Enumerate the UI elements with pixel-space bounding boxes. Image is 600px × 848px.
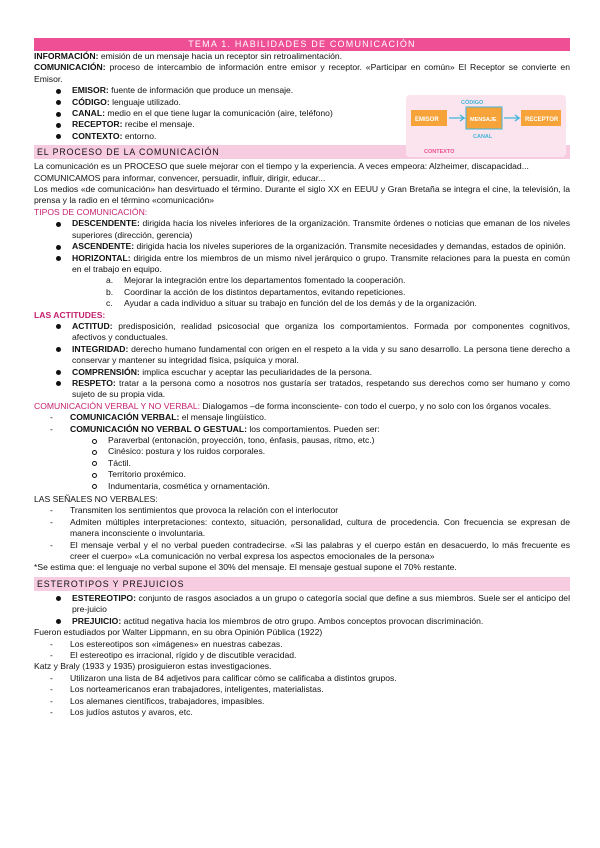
informacion-def: emisión de un mensaje hacia un receptor sin retroalimentación. [98,51,343,61]
item-mark: b. [106,286,114,297]
verbal-title: COMUNICACIÓN VERBAL Y NO VERBAL: [34,400,201,411]
item-def: los comportamientos. Pueden ser: [246,423,380,434]
item-def: lenguaje utilizado. [109,96,181,107]
item-def: implica escuchar y aceptar las peculiaridades de la persona. [139,366,372,377]
proceso-paragraph-1: La comunicación es un PROCESO que suele mejorar con el tiempo y la experiencia. A veces empeora: Alzheimer, discapacidad... [34,161,529,172]
item-def: actitud negativa hacia los miembros de otro grupo. Ambos conceptos provocan discriminación. [121,615,484,626]
list-item [56,218,570,241]
item-term: DESCENDENTE: [72,218,140,229]
diagram-mensaje-label: MENSAJE [470,117,497,123]
item-term: ESTEREOTIPO: [72,592,136,603]
item-term: COMUNICACIÓN VERBAL: [70,412,180,423]
communication-diagram [406,95,566,157]
item-def: predisposición, realidad psicosocial que organiza los comportamientos. Formada por componentes cognitivos, afectivos y conductuales. [72,320,570,343]
verbal-intro: Dialogamos –de forma inconsciente- con todo el cuerpo, y no solo con los órganos vocales. [200,400,552,411]
comunicacion-paragraph [34,62,570,85]
no-verbal-list [34,435,570,492]
list-item: - El mensaje verbal y el no verbal pueden contradecirse. «Si las palabras y el cuerpo están en desacuerdo, lo más frecuente es creer el cuerpo» «La comunicación no verbal expresa los aspectos emocionales de la persona» [50,540,570,563]
katz-list [34,673,570,719]
katz-paragraph: Katz y Braly (1933 y 1935) prosiguieron estas investigaciones. [34,661,272,672]
item-term: RESPETO: [72,377,116,388]
item-def: tratar a la persona como a nosotros nos gustaría ser tratados, respetando sus derechos como ser humano y como sujeto de su propia vida. [72,377,570,400]
informacion-paragraph [34,51,570,62]
diagram-contexto-label: CONTEXTO [424,149,455,155]
item-text: Mejorar la integración entre los departamentos fomentado la cooperación. [124,275,406,286]
item-def: medio en el que tiene lugar la comunicación (aire, teléfono) [104,108,333,119]
item-text: Ayudar a cada individuo a situar su trabajo en función del de los demás y de la organización. [124,298,477,309]
verbal-list [34,412,570,435]
item-def: recibe el mensaje. [122,119,195,130]
list-item [56,378,570,401]
item-term: COMUNICACIÓN NO VERBAL O GESTUAL: [70,423,247,434]
senales-title: LAS SEÑALES NO VERBALES: [34,494,158,505]
estima-paragraph: *Se estima que: el lenguaje no verbal supone el 30% del mensaje. El mensaje gestual supone el 70% restante. [34,562,457,573]
item-term: RECEPTOR: [72,119,123,130]
document-page [34,38,570,718]
item-term: CÓDIGO: [72,96,110,107]
item-term: COMPRENSIÓN: [72,366,140,377]
list-item [106,275,570,286]
item-term: CONTEXTO: [72,130,123,141]
list-item: - El estereotipo es irracional, rígido y de discutible veracidad. [50,650,570,661]
elements-list [34,85,394,142]
list-item: Paraverbal (entonación, proyección, tono, énfasis, pausas, ritmo, etc.) [92,435,570,446]
list-item [56,241,570,252]
list-item [106,298,570,309]
actitudes-list [34,321,570,401]
list-item [56,108,394,119]
document-title: TEMA 1. HABILIDADES DE COMUNICACIÓN [34,38,570,51]
item-def: dirigida hacia los niveles inferiores de la organización. Transmite órdenes o noticias que emanan de los niveles superiores (dirección, gerencia) [72,218,570,240]
list-item: Indumentaria, cosmética y ornamentación. [92,481,570,492]
item-term: CANAL: [72,108,105,119]
item-mark: a. [106,275,114,286]
list-item [50,412,570,423]
tipos-title: TIPOS DE COMUNICACIÓN: [34,206,148,217]
actitudes-title-text: LAS ACTITUDES: [34,309,106,320]
item-def: el mensaje lingüístico. [179,412,267,423]
item-def: dirigida entre los miembros de un mismo nivel jerárquico o grupo. Transmite relaciones para la puesta en común en el trabajo en equipo. [72,252,570,274]
item-def: conjunto de rasgos asociados a un grupo o categoría social que define a sus miembros. Suele ser el anticipo del pre-juicio [72,592,570,615]
list-item [56,131,394,142]
item-def: entorno. [122,130,157,141]
item-term: EMISOR: [72,85,109,96]
item-term: ASCENDENTE: [72,241,135,252]
item-def: derecho humano fundamental con origen en el respeto a la vida y su sano desarrollo. La persona tiene derecho a conservar y mantener su integridad física, psíquica y moral. [72,343,570,366]
list-item [56,253,570,276]
list-item: Táctil. [92,458,570,469]
list-item [56,593,570,616]
item-def: dirigida hacia los niveles superiores de la organización. Transmite necesidades y demandas, estados de opinión. [134,241,566,252]
list-item: - Los norteamericanos eran trabajadores, inteligentes, materialistas. [50,684,570,695]
verbal-paragraph [34,401,570,412]
lippmann-list [34,639,570,662]
list-item [56,119,394,130]
comunicacion-def: proceso de intercambio de información entre emisor y receptor. «Participar en común» El Receptor se convierte en Emisor. [34,62,570,84]
diagram-emisor-label: EMISOR [415,117,439,123]
item-term: ACTITUD: [72,320,113,331]
item-text: Coordinar la acción de los distintos departamentos, evitando repeticiones. [124,286,406,297]
proceso-paragraph-2: COMUNICAMOS para informar, convencer, persuadir, influir, dirigir, educar... [34,172,326,183]
list-item: Cinésico: postura y los ruidos corporales. [92,446,570,457]
list-item: - Los judíos astutos y avaros, etc. [50,707,570,718]
list-item: Territorio proxémico. [92,469,570,480]
list-item [56,344,570,367]
item-term: HORIZONTAL: [72,252,131,263]
list-item: - Admiten múltiples interpretaciones: contexto, situación, personalidad, cultura de procedencia. Con frecuencia se expresan de manera inconsciente o involuntaria. [50,517,570,540]
list-item: - Transmiten los sentimientos que provoca la relación con el interlocutor [50,505,570,516]
diagram-canal-label: CANAL [473,134,493,140]
diagram-receptor-label: RECEPTOR [525,117,559,123]
senales-list [34,505,570,562]
list-item [50,424,570,435]
section-heading-proceso: EL PROCESO DE LA COMUNICACIÓN [34,145,570,159]
section-heading-estereotipos: ESTEROTIPOS Y PREJUICIOS [34,577,570,591]
item-mark: c. [106,298,113,309]
proceso-paragraph-3: Los medios «de comunicación» han desvirtuado el término. Durante el siglo XX en EEUU y Gran Bretaña se integra el cine, la televisión, la prensa y la radio en el término «comunicación» [34,184,570,206]
diagram-codigo-label: CÓDIGO [461,100,484,106]
list-item [56,321,570,344]
horizontal-sublist [34,275,570,309]
actitudes-title [34,310,570,321]
informacion-term: INFORMACIÓN: [34,51,99,61]
item-term: PREJUICIO: [72,615,122,626]
list-item: - Los alemanes científicos, trabajadores, impasibles. [50,696,570,707]
list-item: - Utilizaron una lista de 84 adjetivos para calificar cómo se calificaba a distintos grupos. [50,673,570,684]
estereotipos-list [34,593,570,627]
list-item [56,85,394,96]
item-term: INTEGRIDAD: [72,343,129,354]
list-item [106,287,570,298]
comunicacion-term: COMUNICACIÓN: [34,62,106,73]
list-item: - Los estereotipos son «imágenes» en nuestras cabezas. [50,639,570,650]
tipos-list [34,218,570,275]
list-item [56,616,570,627]
list-item [56,367,570,378]
item-def: fuente de información que produce un mensaje. [108,85,294,96]
lippmann-paragraph: Fueron estudiados por Walter Lippmann, en su obra Opinión Pública (1922) [34,627,323,638]
list-item [56,97,394,108]
